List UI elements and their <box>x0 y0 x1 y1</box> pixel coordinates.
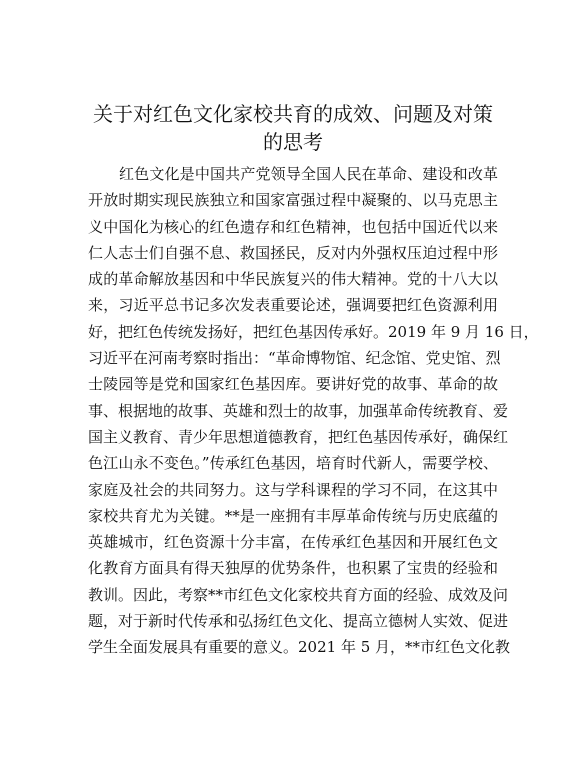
body-line-9: 士陵园等是党和国家红色基因库。要讲好党的故事、革命的故 <box>88 375 498 394</box>
body-line-2: 开放时期实现民族独立和国家富强过程中凝聚的、以马克思主 <box>88 191 498 210</box>
title-line-2: 的思考 <box>263 130 323 154</box>
body-line-14: 家校共育尤为关键。**是一座拥有丰厚革命传统与历史底蕴的 <box>88 506 498 525</box>
body-line-13: 家庭及社会的共同努力。这与学科课程的学习不同，在这其中 <box>88 480 498 499</box>
body-line-11: 国主义教育、青少年思想道德教育，把红色基因传承好，确保红 <box>88 427 509 446</box>
document-body <box>88 161 539 661</box>
body-line-6: 来，习近平总书记多次发表重要论述，强调要把红色资源利用 <box>88 296 498 315</box>
body-line-3: 义中国化为核心的红色遗存和红色精神，也包括中国近代以来 <box>88 217 498 236</box>
body-line-15: 英雄城市，红色资源十分丰富，在传承红色基因和开展红色文 <box>88 533 498 552</box>
body-line-7: 好，把红色传统发扬好，把红色基因传承好。2019 年 9 月 16 日， <box>88 322 539 341</box>
body-line-17: 教训。因此，考察**市红色文化家校共育方面的经验、成效及问 <box>88 585 509 604</box>
body-line-18: 题，对于新时代传承和弘扬红色文化、提高立德树人实效、促进 <box>88 612 509 631</box>
body-line-16: 化教育方面具有得天独厚的优势条件，也积累了宝贵的经验和 <box>88 559 498 578</box>
title-line-1: 关于对红色文化家校共育的成效、问题及对策 <box>93 102 493 126</box>
body-line-5: 成的革命解放基因和中华民族复兴的伟大精神。党的十八大以 <box>88 270 498 289</box>
body-line-10: 事、根据地的故事、英雄和烈士的故事，加强革命传统教育、爱 <box>88 401 509 420</box>
document-title <box>60 100 526 156</box>
body-line-4: 仁人志士们自强不息、救国拯民，反对内外强权压迫过程中形 <box>88 243 498 262</box>
body-line-12: 色江山永不变色。”传承红色基因，培育时代新人，需要学校、 <box>88 454 498 473</box>
body-line-1: 红色文化是中国共产党领导全国人民在革命、建设和改革 <box>119 165 498 183</box>
body-line-8: 习近平在河南考察时指出：“革命博物馆、纪念馆、党史馆、烈 <box>88 349 501 368</box>
body-line-19: 学生全面发展具有重要的意义。2021 年 5 月，**市红色文化教 <box>88 638 511 657</box>
